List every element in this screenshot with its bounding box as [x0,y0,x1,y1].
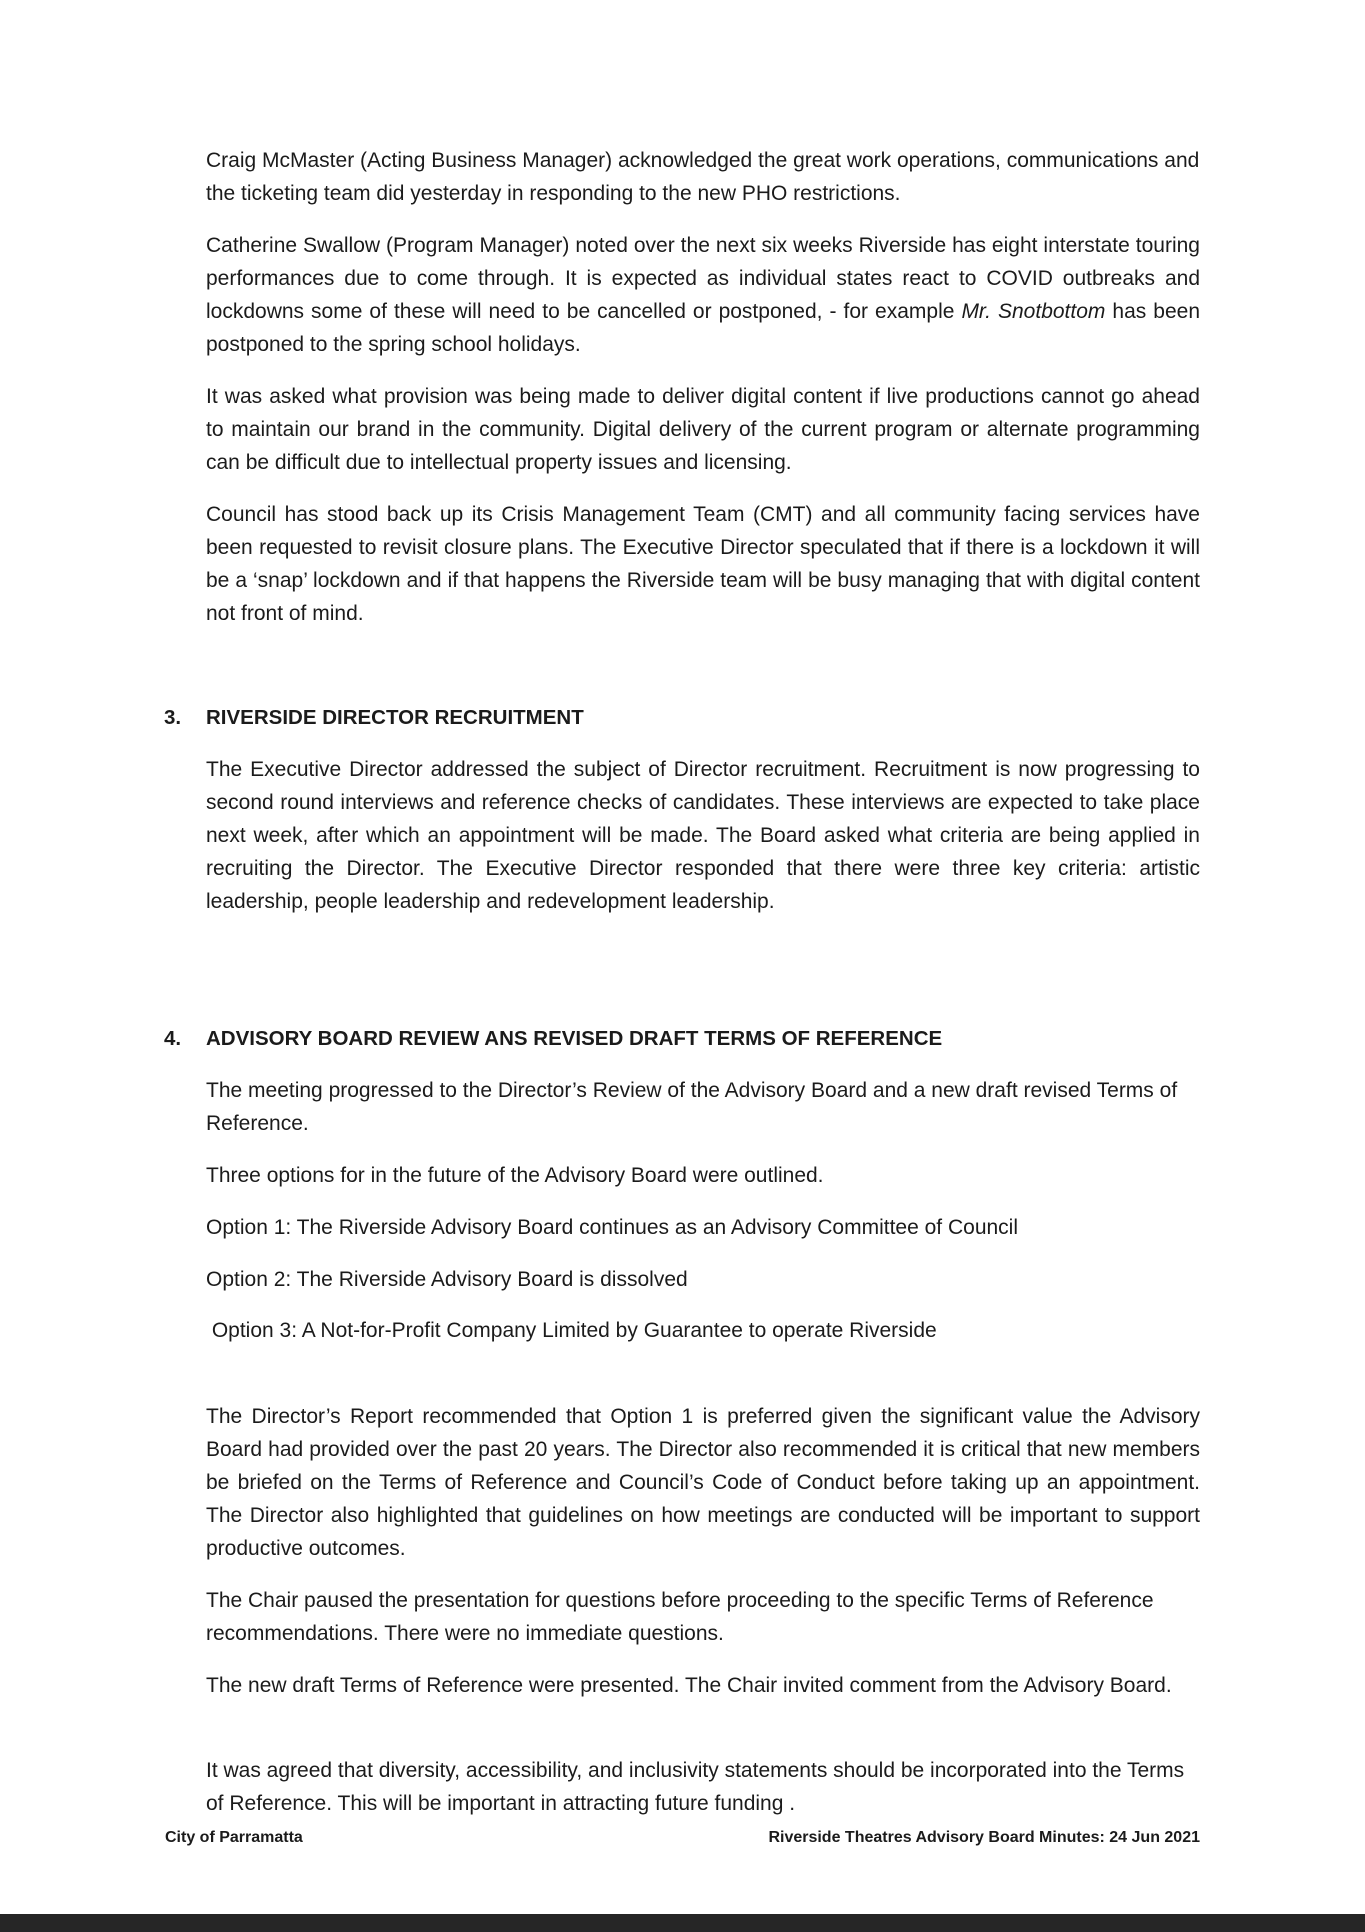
section-3-heading [164,703,1204,733]
paragraph-program-manager-text-end: has been postponed to the spring school holidays. [206,300,1201,356]
option-3: Option 3: A Not-for-Profit Company Limited by Guarantee to operate Riverside [206,1319,937,1342]
paragraph-chair-paused: The Chair paused the presentation for questions before proceeding to the specific Terms of Reference recommendations. There were no immediate questions. [206,1589,1154,1645]
page-bottom-edge [0,1914,1365,1932]
paragraph-draft-presented: The new draft Terms of Reference were presented. The Chair invited comment from the Advisory Board. [206,1674,1172,1697]
section-4-title: ADVISORY BOARD REVIEW ANS REVISED DRAFT TERMS OF REFERENCE [206,1027,943,1050]
section-3-number: 3. [164,706,182,729]
paragraph-director-recruitment: The Executive Director addressed the subject of Director recruitment. Recruitment is now progressing to second round interviews and reference checks of candidates. These interviews are expected to take place next week, after which an appointment will be made. The Board asked what criteria are being applied in recruiting the Director. The Executive Director responded that there were three key criteria: artistic leadership, people leadership and redevelopment leadership. [206,758,1200,913]
paragraph-digital-content: It was asked what provision was being made to deliver digital content if live productions cannot go ahead to maintain our brand in the community. Digital delivery of the current program or alternate programming can be difficult due to intellectual property issues and licensing. [206,385,1200,474]
show-title-italic: Mr. Snotbottom [961,300,1106,323]
footer-organization: City of Parramatta [165,1829,303,1846]
paragraph-directors-review: The meeting progressed to the Director’s Review of the Advisory Board and a new draft revised Terms of Reference. [206,1079,1178,1135]
paragraph-program-manager [206,229,1200,361]
section-4-number: 4. [164,1027,182,1050]
paragraph-three-options: Three options for in the future of the Advisory Board were outlined. [206,1164,824,1187]
footer-document-title: Riverside Theatres Advisory Board Minutes: 24 Jun 2021 [768,1829,1200,1846]
section-3-title: RIVERSIDE DIRECTOR RECRUITMENT [206,706,584,729]
paragraph-business-manager: Craig McMaster (Acting Business Manager) acknowledged the great work operations, communications and the ticketing team did yesterday in responding to the new PHO restrictions. [206,149,1200,205]
paragraph-program-manager-text: Catherine Swallow (Program Manager) noted over the next six weeks Riverside has eight interstate touring performances due to come through. It is expected as individual states react to COVID outbreaks and lockdowns some of these will need to be cancelled or postponed, - for example [206,234,1200,323]
option-1: Option 1: The Riverside Advisory Board continues as an Advisory Committee of Council [206,1216,1019,1239]
paragraph-directors-report: The Director’s Report recommended that Option 1 is preferred given the significant value the Advisory Board had provided over the past 20 years. The Director also recommended it is critical that new members be briefed on the Terms of Reference and Council’s Code of Conduct before taking up an appointment. The Director also highlighted that guidelines on how meetings are conducted will be important to support productive outcomes. [206,1405,1200,1560]
option-2: Option 2: The Riverside Advisory Board is dissolved [206,1268,688,1291]
paragraph-diversity-statements: It was agreed that diversity, accessibility, and inclusivity statements should be incorporated into the Terms of Reference. This will be important in attracting future funding . [206,1759,1185,1815]
paragraph-crisis-management: Council has stood back up its Crisis Management Team (CMT) and all community facing services have been requested to revisit closure plans. The Executive Director speculated that if there is a lockdown it will be a ‘snap’ lockdown and if that happens the Riverside team will be busy managing that with digital content not front of mind. [206,503,1200,625]
section-4-heading [164,1024,1204,1054]
